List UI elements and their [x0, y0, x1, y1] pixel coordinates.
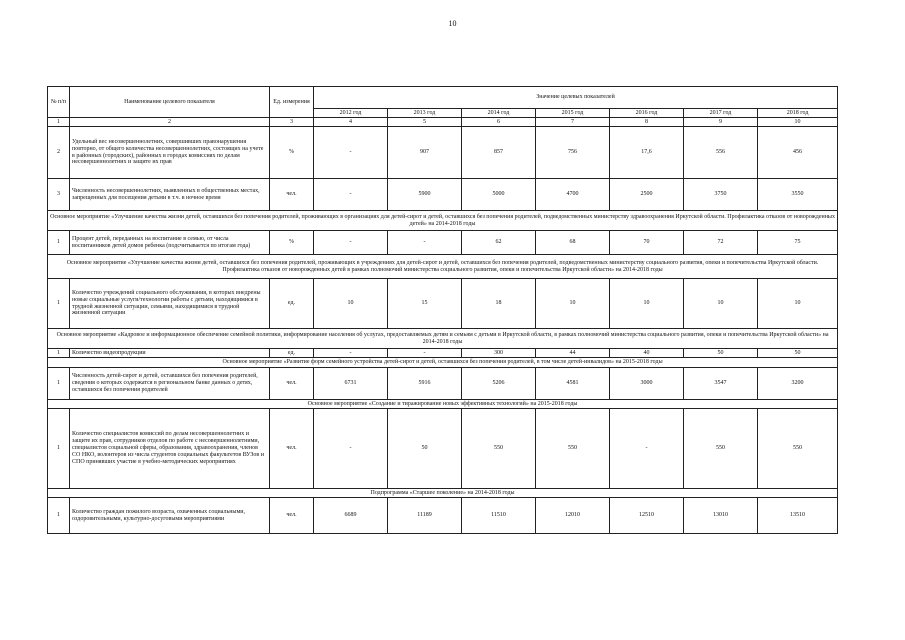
value-cell: 556 — [684, 127, 758, 179]
indicator-row — [48, 231, 838, 255]
indicator-name: Численность несовершеннолетних, выявленных в общественных местах, запрещенных для посещения детьми в т.ч. в ночное время — [70, 179, 270, 211]
value-cell: 456 — [758, 127, 838, 179]
unit-cell: чел. — [270, 409, 314, 489]
section-row — [48, 211, 838, 231]
column-number-row — [48, 118, 838, 127]
row-number: 2 — [48, 127, 70, 179]
col-number: 1 — [48, 118, 70, 127]
value-cell: - — [388, 231, 462, 255]
value-cell: 50 — [388, 409, 462, 489]
value-cell: 300 — [462, 349, 536, 358]
indicator-row — [48, 279, 838, 329]
indicator-name: Удельный вес несовершеннолетних, совершивших правонарушения повторно, от общего количества несовершеннолетних, состоящих на учете в районных (городских), районных в городах комиссиях по делам несовершеннолетних и защите их прав — [70, 127, 270, 179]
indicator-row — [48, 368, 838, 400]
indicator-row — [48, 349, 838, 358]
value-cell: - — [314, 231, 388, 255]
section-row — [48, 358, 838, 368]
year-2014: 2014 год — [462, 109, 536, 118]
col-number: 8 — [610, 118, 684, 127]
value-cell: 10 — [536, 279, 610, 329]
col-number: 6 — [462, 118, 536, 127]
value-cell: 11189 — [388, 498, 462, 534]
value-cell: 13010 — [684, 498, 758, 534]
target-indicators-table — [47, 86, 838, 534]
value-cell: - — [610, 409, 684, 489]
value-cell: 3200 — [758, 368, 838, 400]
section-row — [48, 400, 838, 409]
col-number: 5 — [388, 118, 462, 127]
unit-cell: % — [270, 231, 314, 255]
section-row — [48, 489, 838, 498]
indicator-row — [48, 127, 838, 179]
value-cell: - — [314, 349, 388, 358]
section-title: Основное мероприятие «Улучшение качества жизни детей, оставшихся без попечения родителей, проживающих в организациях для детей-сирот и детей, оставшихся без попечения родителей, подведомственных министерству здравоохранения Иркутской области. Профилактика отказов от новорожденных детей» на 2014-2018 годы — [48, 211, 838, 231]
value-cell: 3550 — [758, 179, 838, 211]
value-cell: 550 — [758, 409, 838, 489]
value-cell: 75 — [758, 231, 838, 255]
col-number: 7 — [536, 118, 610, 127]
year-2012: 2012 год — [314, 109, 388, 118]
value-cell: 15 — [388, 279, 462, 329]
value-cell: 857 — [462, 127, 536, 179]
value-cell: - — [314, 409, 388, 489]
year-2016: 2016 год — [610, 109, 684, 118]
indicator-row — [48, 409, 838, 489]
value-cell: - — [314, 127, 388, 179]
value-cell: 756 — [536, 127, 610, 179]
indicator-name: Количество специалистов комиссий по делам несовершеннолетних и защите их прав, сотрудников отделов по работе с несовершеннолетними, специалистов социальной сферы, образования, здравоохранения, членов СО НКО, волонтеров из числа студентов социальных факультетов ВУЗов и СПО принявших участие в учебно-методических мероприятиях — [70, 409, 270, 489]
value-cell: 3547 — [684, 368, 758, 400]
header-row — [48, 87, 838, 109]
section-title: Основное мероприятие «Развитие форм семейного устройства детей-сирот и детей, оставшихся без попечения родителей, в том числе детей-инвалидов» на 2015-2018 годы — [48, 358, 838, 368]
header-unit: Ед. измерения — [270, 87, 314, 118]
value-cell: 40 — [610, 349, 684, 358]
value-cell: 5206 — [462, 368, 536, 400]
indicator-name: Процент детей, переданных на воспитание в семью, от числа воспитанников детей домов ребенка (подсчитывается по итогам года) — [70, 231, 270, 255]
section-row — [48, 255, 838, 279]
indicator-name: Количество граждан пожилого возраста, охваченных социальными, оздоровительными, культурно-досуговыми мероприятиями — [70, 498, 270, 534]
section-title: Основное мероприятие «Кадровое и информационное обеспечение семейной политики, информирование населения об услугах, предоставляемых детям и семьям с детьми в Иркутской области, в рамках полномочий министерства социального развития, опеки и попечительства Иркутской области» на 2014-2018 годы — [48, 329, 838, 349]
unit-cell: чел. — [270, 368, 314, 400]
value-cell: 12010 — [536, 498, 610, 534]
value-cell: 17,6 — [610, 127, 684, 179]
col-number: 2 — [70, 118, 270, 127]
indicator-name: Численность детей-сирот и детей, оставшихся без попечения родителей, сведения о которых содержатся в региональном банке данных о детях, оставшихся без попечения родителей — [70, 368, 270, 400]
page-number: 10 — [448, 19, 457, 28]
value-cell: 44 — [536, 349, 610, 358]
value-cell: 10 — [314, 279, 388, 329]
value-cell: 70 — [610, 231, 684, 255]
value-cell: 5000 — [462, 179, 536, 211]
value-cell: 907 — [388, 127, 462, 179]
value-cell: 72 — [684, 231, 758, 255]
value-cell: 6689 — [314, 498, 388, 534]
indicator-name: Количество учреждений социального обслуживания, в которых внедрены новые социальные услуги/технологии работы с детьми, находящимися в трудной жизненной ситуации, семьями, находящимися в трудной жизненной ситуации — [70, 279, 270, 329]
value-cell: 5916 — [388, 368, 462, 400]
value-cell: 4581 — [536, 368, 610, 400]
value-cell: 10 — [610, 279, 684, 329]
year-2013: 2013 год — [388, 109, 462, 118]
indicator-row — [48, 498, 838, 534]
value-cell: 3000 — [610, 368, 684, 400]
unit-cell: % — [270, 127, 314, 179]
value-cell: 550 — [462, 409, 536, 489]
value-cell: 550 — [536, 409, 610, 489]
col-number: 4 — [314, 118, 388, 127]
value-cell: 6731 — [314, 368, 388, 400]
section-title: Подпрограмма «Старшее поколение» на 2014-2018 годы — [48, 489, 838, 498]
row-number: 1 — [48, 279, 70, 329]
year-2018: 2018 год — [758, 109, 838, 118]
value-cell: 68 — [536, 231, 610, 255]
indicator-name: Количество видеопродукции — [70, 349, 270, 358]
row-number: 1 — [48, 349, 70, 358]
col-number: 10 — [758, 118, 838, 127]
row-number: 1 — [48, 409, 70, 489]
year-2017: 2017 год — [684, 109, 758, 118]
unit-cell: чел. — [270, 179, 314, 211]
header-num: № п/п — [48, 87, 70, 118]
value-cell: - — [314, 179, 388, 211]
value-cell: 3750 — [684, 179, 758, 211]
value-cell: 10 — [758, 279, 838, 329]
value-cell: 50 — [684, 349, 758, 358]
row-number: 3 — [48, 179, 70, 211]
row-number: 1 — [48, 498, 70, 534]
value-cell: 50 — [758, 349, 838, 358]
value-cell: 10 — [684, 279, 758, 329]
col-number: 3 — [270, 118, 314, 127]
row-number: 1 — [48, 368, 70, 400]
year-2015: 2015 год — [536, 109, 610, 118]
section-row — [48, 329, 838, 349]
unit-cell: ед. — [270, 349, 314, 358]
row-number: 1 — [48, 231, 70, 255]
unit-cell: чел. — [270, 498, 314, 534]
value-cell: 62 — [462, 231, 536, 255]
value-cell: 5900 — [388, 179, 462, 211]
value-cell: 2500 — [610, 179, 684, 211]
value-cell: 11510 — [462, 498, 536, 534]
value-cell: 13510 — [758, 498, 838, 534]
value-cell: - — [388, 349, 462, 358]
header-name: Наименование целевого показателя — [70, 87, 270, 118]
value-cell: 12510 — [610, 498, 684, 534]
value-cell: 550 — [684, 409, 758, 489]
header-values-caption: Значение целевых показателей — [314, 87, 838, 109]
section-title: Основное мероприятие «Улучшение качества жизни детей, оставшихся без попечения родителей, проживающих в учреждениях для детей-сирот и детей, оставшихся без попечения родителей, подведомственных министерству социального развития, опеки и попечительства Иркутской области. Профилактика отказов от новорожденных детей в рамках полномочий министерства социального развития, опеки и попечительства Иркутской области» на 2014-2018 годы — [48, 255, 838, 279]
value-cell: 18 — [462, 279, 536, 329]
col-number: 9 — [684, 118, 758, 127]
unit-cell: ед. — [270, 279, 314, 329]
value-cell: 4700 — [536, 179, 610, 211]
indicator-row — [48, 179, 838, 211]
section-title: Основное мероприятие «Создание и тиражирование новых эффективных технологий» на 2015-2018 годы — [48, 400, 838, 409]
